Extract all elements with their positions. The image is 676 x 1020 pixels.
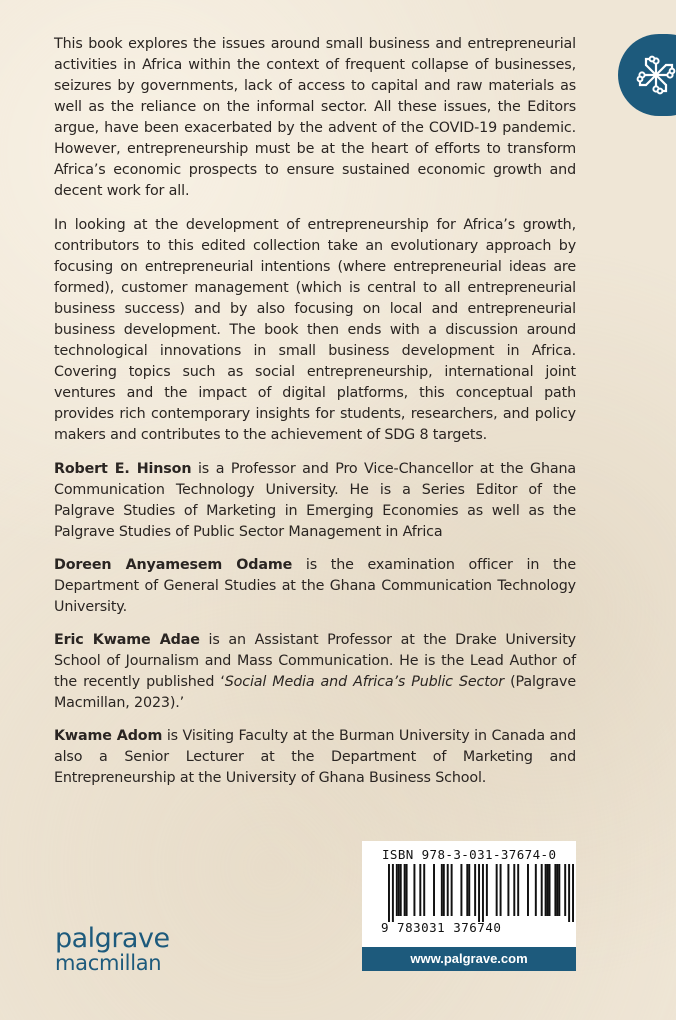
barcode-bar xyxy=(486,864,488,916)
barcode-bar xyxy=(554,864,556,916)
barcode-bar xyxy=(423,864,425,916)
barcode-bar xyxy=(478,864,480,922)
barcode-bar xyxy=(474,864,476,916)
barcode-bar xyxy=(406,864,408,916)
barcode-bar xyxy=(568,864,570,922)
author-name: Kwame Adom xyxy=(54,728,163,744)
publisher-website: www.palgrave.com xyxy=(362,947,576,971)
barcode-bar xyxy=(400,864,402,916)
barcode-bar xyxy=(558,864,560,916)
barcode-bar xyxy=(482,864,484,922)
barcode-bar xyxy=(535,864,537,916)
author-bio-text: is a Professor and Pro Vice-Chancellor at the Ghana Communication Technology University. He is a Series Editor of the Palgrave Studies of Marketing in Emerging Economies as well as the Palgrave Studies of Public Sector Management in Africa xyxy=(54,461,577,540)
author-name: Doreen Anyamesem Odame xyxy=(54,557,293,573)
barcode-bar xyxy=(443,864,445,916)
palgrave-network-icon xyxy=(624,43,676,107)
author-name: Robert E. Hinson xyxy=(54,461,192,477)
barcode-bar xyxy=(441,864,443,916)
barcode-bar xyxy=(556,864,558,916)
logo-line-macmillan: macmillan xyxy=(55,951,162,975)
barcode-bar xyxy=(447,864,449,916)
author-bio xyxy=(54,459,576,543)
author-bio-text: (Palgrave Macmillan, 2023).’ xyxy=(54,674,576,711)
barcode-bar xyxy=(404,864,406,916)
barcode-bar xyxy=(413,864,415,916)
palgrave-badge xyxy=(618,34,676,116)
barcode-bar xyxy=(500,864,502,916)
barcode-bar xyxy=(517,864,519,916)
description-paragraph: This book explores the issues around small business and entrepreneurial activities in Africa within the context of frequent collapse of businesses, seizures by governments, lack of access to capital and raw materials as well as the reliance on the informal sector. All these issues, the Editors argue, have been exacerbated by the advent of the COVID-19 pandemic. However, entrepreneurship must be at the heart of efforts to transform Africa’s economic prospects to ensure sustained economic growth and decent work for all. xyxy=(54,36,576,199)
barcode-bar xyxy=(419,864,421,916)
barcode-bar xyxy=(513,864,515,916)
barcode-bar xyxy=(433,864,435,916)
barcode-bar xyxy=(564,864,566,916)
barcode-bar xyxy=(392,864,394,922)
barcode-bar xyxy=(468,864,470,916)
barcode-bar xyxy=(451,864,453,916)
barcode-bar xyxy=(527,864,529,916)
barcode-bar xyxy=(398,864,400,916)
author-bio xyxy=(54,555,576,618)
barcode-bar xyxy=(549,864,551,916)
barcode-bar xyxy=(507,864,509,916)
barcode-bar xyxy=(396,864,398,916)
barcode-bar xyxy=(545,864,547,916)
barcode-digits: 9 783031 376740 xyxy=(381,920,502,935)
barcode-bar xyxy=(496,864,498,916)
barcode-bar xyxy=(572,864,574,922)
author-bio-text: is an Assistant Professor at the Drake University School of Journalism and Mass Communication. He is the Lead Author of the recently published ‘ xyxy=(54,632,576,690)
isbn-barcode xyxy=(388,864,574,922)
logo-line-palgrave: palgrave xyxy=(55,923,170,954)
author-bio-text: is Visiting Faculty at the Burman University in Canada and also a Senior Lecturer at the Department of Marketing and Entrepreneurship at the University of Ghana Business School. xyxy=(54,728,577,786)
barcode-bar xyxy=(388,864,390,922)
book-title-italic: Social Media and Africa’s Public Sector xyxy=(224,674,505,690)
description-paragraph: In looking at the development of entrepreneurship for Africa’s growth, contributors to this edited collection take an evolutionary approach by focusing on entrepreneurial intentions (where entrepreneurial ideas are formed), customer management (which is central to all entrepreneurial business success) and by also focusing on local and entrepreneurial business development. The book then ends with a discussion around technological innovations in small business development in Africa. Covering topics such as social entrepreneurship, international joint ventures and the impact of digital platforms, this conceptual path provides rich contemporary insights for students, researchers, and policy makers and contributes to the achievement of SDG 8 targets. xyxy=(54,217,576,443)
barcode-bar xyxy=(460,864,462,916)
barcode-bar xyxy=(466,864,468,916)
author-bio xyxy=(54,726,576,789)
publisher-logo xyxy=(55,925,170,974)
author-bio-text: is the examination officer in the Department of General Studies at the Ghana Communication Technology University. xyxy=(54,557,576,615)
author-bio xyxy=(54,630,576,714)
isbn-label: ISBN 978-3-031-37674-0 xyxy=(382,847,557,862)
barcode-bar xyxy=(547,864,549,916)
author-name: Eric Kwame Adae xyxy=(54,632,200,648)
back-cover-text xyxy=(54,34,576,801)
barcode-bar xyxy=(541,864,543,916)
